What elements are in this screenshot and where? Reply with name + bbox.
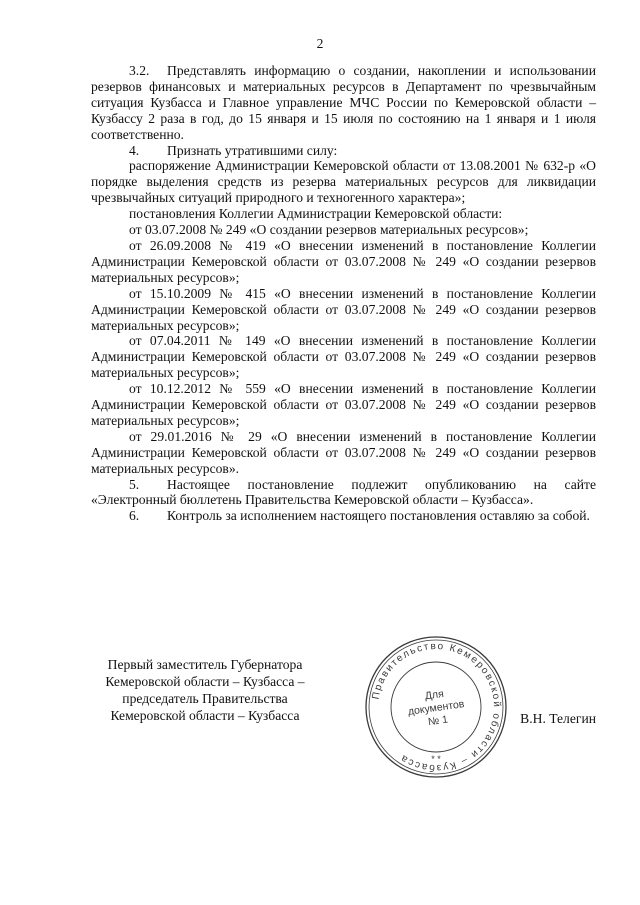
- stamp-center-line: документов: [407, 698, 466, 718]
- official-stamp: [363, 634, 509, 780]
- stamp-stars: * *: [431, 754, 441, 764]
- signature-position: [80, 656, 330, 724]
- repealed-resolutions-intro: постановления Коллегии Администрации Кемеровской области:: [129, 206, 503, 222]
- clause-number: 6.: [129, 508, 140, 524]
- stamp-center-line: Для: [424, 687, 445, 703]
- repealed-item: от 10.12.2012 № 559 «О внесении изменений в постановление Коллегии Администрации Кемеровской области от 03.07.2008 № 249 «О создании резервов материальных ресурсов»;: [91, 381, 596, 428]
- repealed-item: от 26.09.2008 № 419 «О внесении изменений в постановление Коллегии Администрации Кемеровской области от 03.07.2008 № 249 «О создании резервов материальных ресурсов»;: [91, 237, 596, 285]
- clause-6: [91, 508, 596, 524]
- clause-5: [91, 477, 596, 509]
- repealed-item: от 15.10.2009 № 415 «О внесении изменений в постановление Коллегии Администрации Кемеровской области от 03.07.2008 № 249 «О создании резервов материальных ресурсов»;: [91, 285, 596, 333]
- stamp-ring-text: Правительство Кемеровской области – Кузбасса: [370, 640, 503, 774]
- clause-4: [91, 143, 596, 159]
- clause-number: 5.: [129, 476, 140, 492]
- repealed-item: от 03.07.2008 № 249 «О создании резервов материальных ресурсов»;: [129, 222, 529, 238]
- clause-3-2: [91, 63, 596, 143]
- clause-number: 3.2.: [129, 63, 150, 78]
- signature-line: Первый заместитель Губернатора: [107, 657, 303, 672]
- clause-text: Представлять информацию о создании, накоплении и использовании резервов финансовых и материальных ресурсов в Департамент по чрезвычайным ситуация Кузбасса и Главное управление МЧС России по Кемеровской области – Кузбассу 2 раза в год, до 15 января и 15 июля по состоянию на 1 января и 1 июля соответственно.: [91, 63, 596, 142]
- signature-line: председатель Правительства: [122, 691, 288, 706]
- signer-name: В.Н. Телегин: [520, 711, 596, 726]
- clause-text: Признать утратившими силу:: [167, 142, 338, 158]
- repealed-item: от 07.04.2011 № 149 «О внесении изменений в постановление Коллегии Администрации Кемеровской области от 03.07.2008 № 249 «О создании резервов материальных ресурсов»;: [91, 333, 596, 381]
- clause-text: Настоящее постановление подлежит опубликованию на сайте «Электронный бюллетень Правительства Кемеровской области – Кузбасса».: [91, 476, 596, 508]
- stamp-center-line: № 1: [427, 713, 449, 729]
- document-body: [91, 63, 596, 524]
- page-number: 2: [316, 36, 324, 51]
- signature-line: Кемеровской области – Кузбасса –: [105, 674, 305, 689]
- clause-number: 4.: [129, 142, 140, 158]
- signature-line: Кемеровской области – Кузбасса: [110, 708, 300, 723]
- clause-text: Контроль за исполнением настоящего постановления оставляю за собой.: [167, 508, 590, 524]
- repealed-item: от 29.01.2016 № 29 «О внесении изменений в постановление Коллегии Администрации Кемеровской области от 03.07.2008 № 249 «О создании резервов материальных ресурсов».: [91, 428, 596, 476]
- repealed-order: распоряжение Администрации Кемеровской области от 13.08.2001 № 632-р «О порядке выделения средств из резерва материальных ресурсов для ликвидации чрезвычайных ситуаций природного и техногенного характера»;: [91, 158, 596, 206]
